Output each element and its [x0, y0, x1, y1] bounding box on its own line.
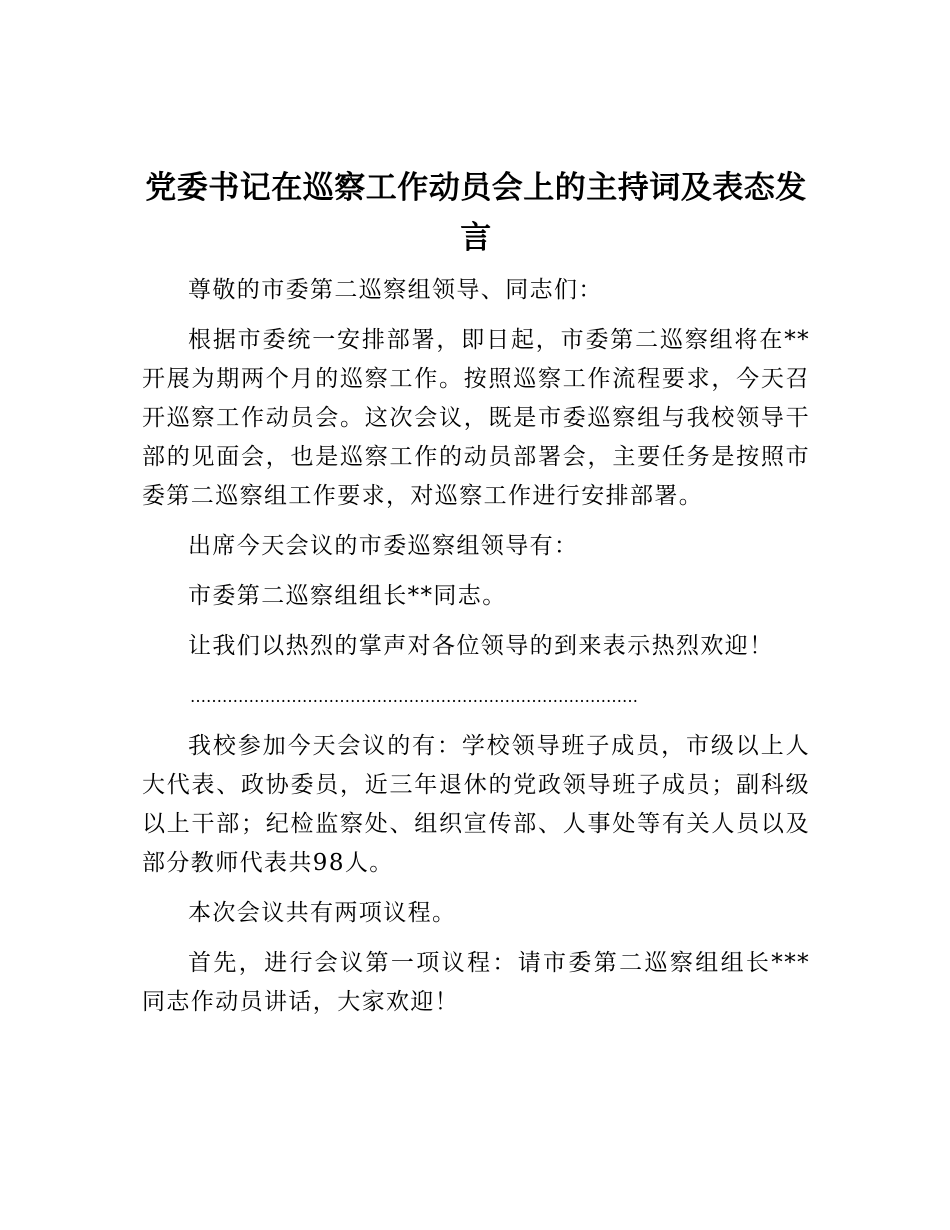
ellipsis-separator: ………………………………………………………………………… — [190, 687, 638, 706]
salutation: 尊敬的市委第二巡察组领导、同志们： — [188, 277, 603, 303]
paragraph-agenda: 本次会议共有两项议程。 — [188, 900, 457, 926]
paragraph-attending-leaders: 出席今天会议的市委巡察组领导有： — [188, 533, 579, 559]
paragraph-school-attendees: 我校参加今天会议的有：学校领导班子成员，市级以上人大代表、政协委员，近三年退休的党政领导班子成员；副科级以上干部；纪检监察处、组织宣传部、人事处等有关人员以及部分教师代表共98人。 — [142, 733, 810, 876]
document-title: 党委书记在巡察工作动员会上的主持词及表态发言 — [145, 170, 807, 256]
paragraph-welcome: 让我们以热烈的掌声对各位领导的到来表示热烈欢迎！ — [188, 633, 774, 659]
paragraph-group-leader: 市委第二巡察组组长**同志。 — [188, 583, 507, 609]
paragraph-first-item: 首先，进行会议第一项议程：请市委第二巡察组组长***同志作动员讲话，大家欢迎！ — [142, 950, 810, 1015]
paragraph-introduction: 根据市委统一安排部署，即日起，市委第二巡察组将在**开展为期两个月的巡察工作。按照巡察工作流程要求，今天召开巡察工作动员会。这次会议，既是市委巡察组与我校领导干部的见面会，也是巡察工作的动员部署会，主要任务是按照市委第二巡察组工作要求，对巡察工作进行安排部署。 — [142, 327, 810, 509]
document-body — [142, 163, 810, 1033]
